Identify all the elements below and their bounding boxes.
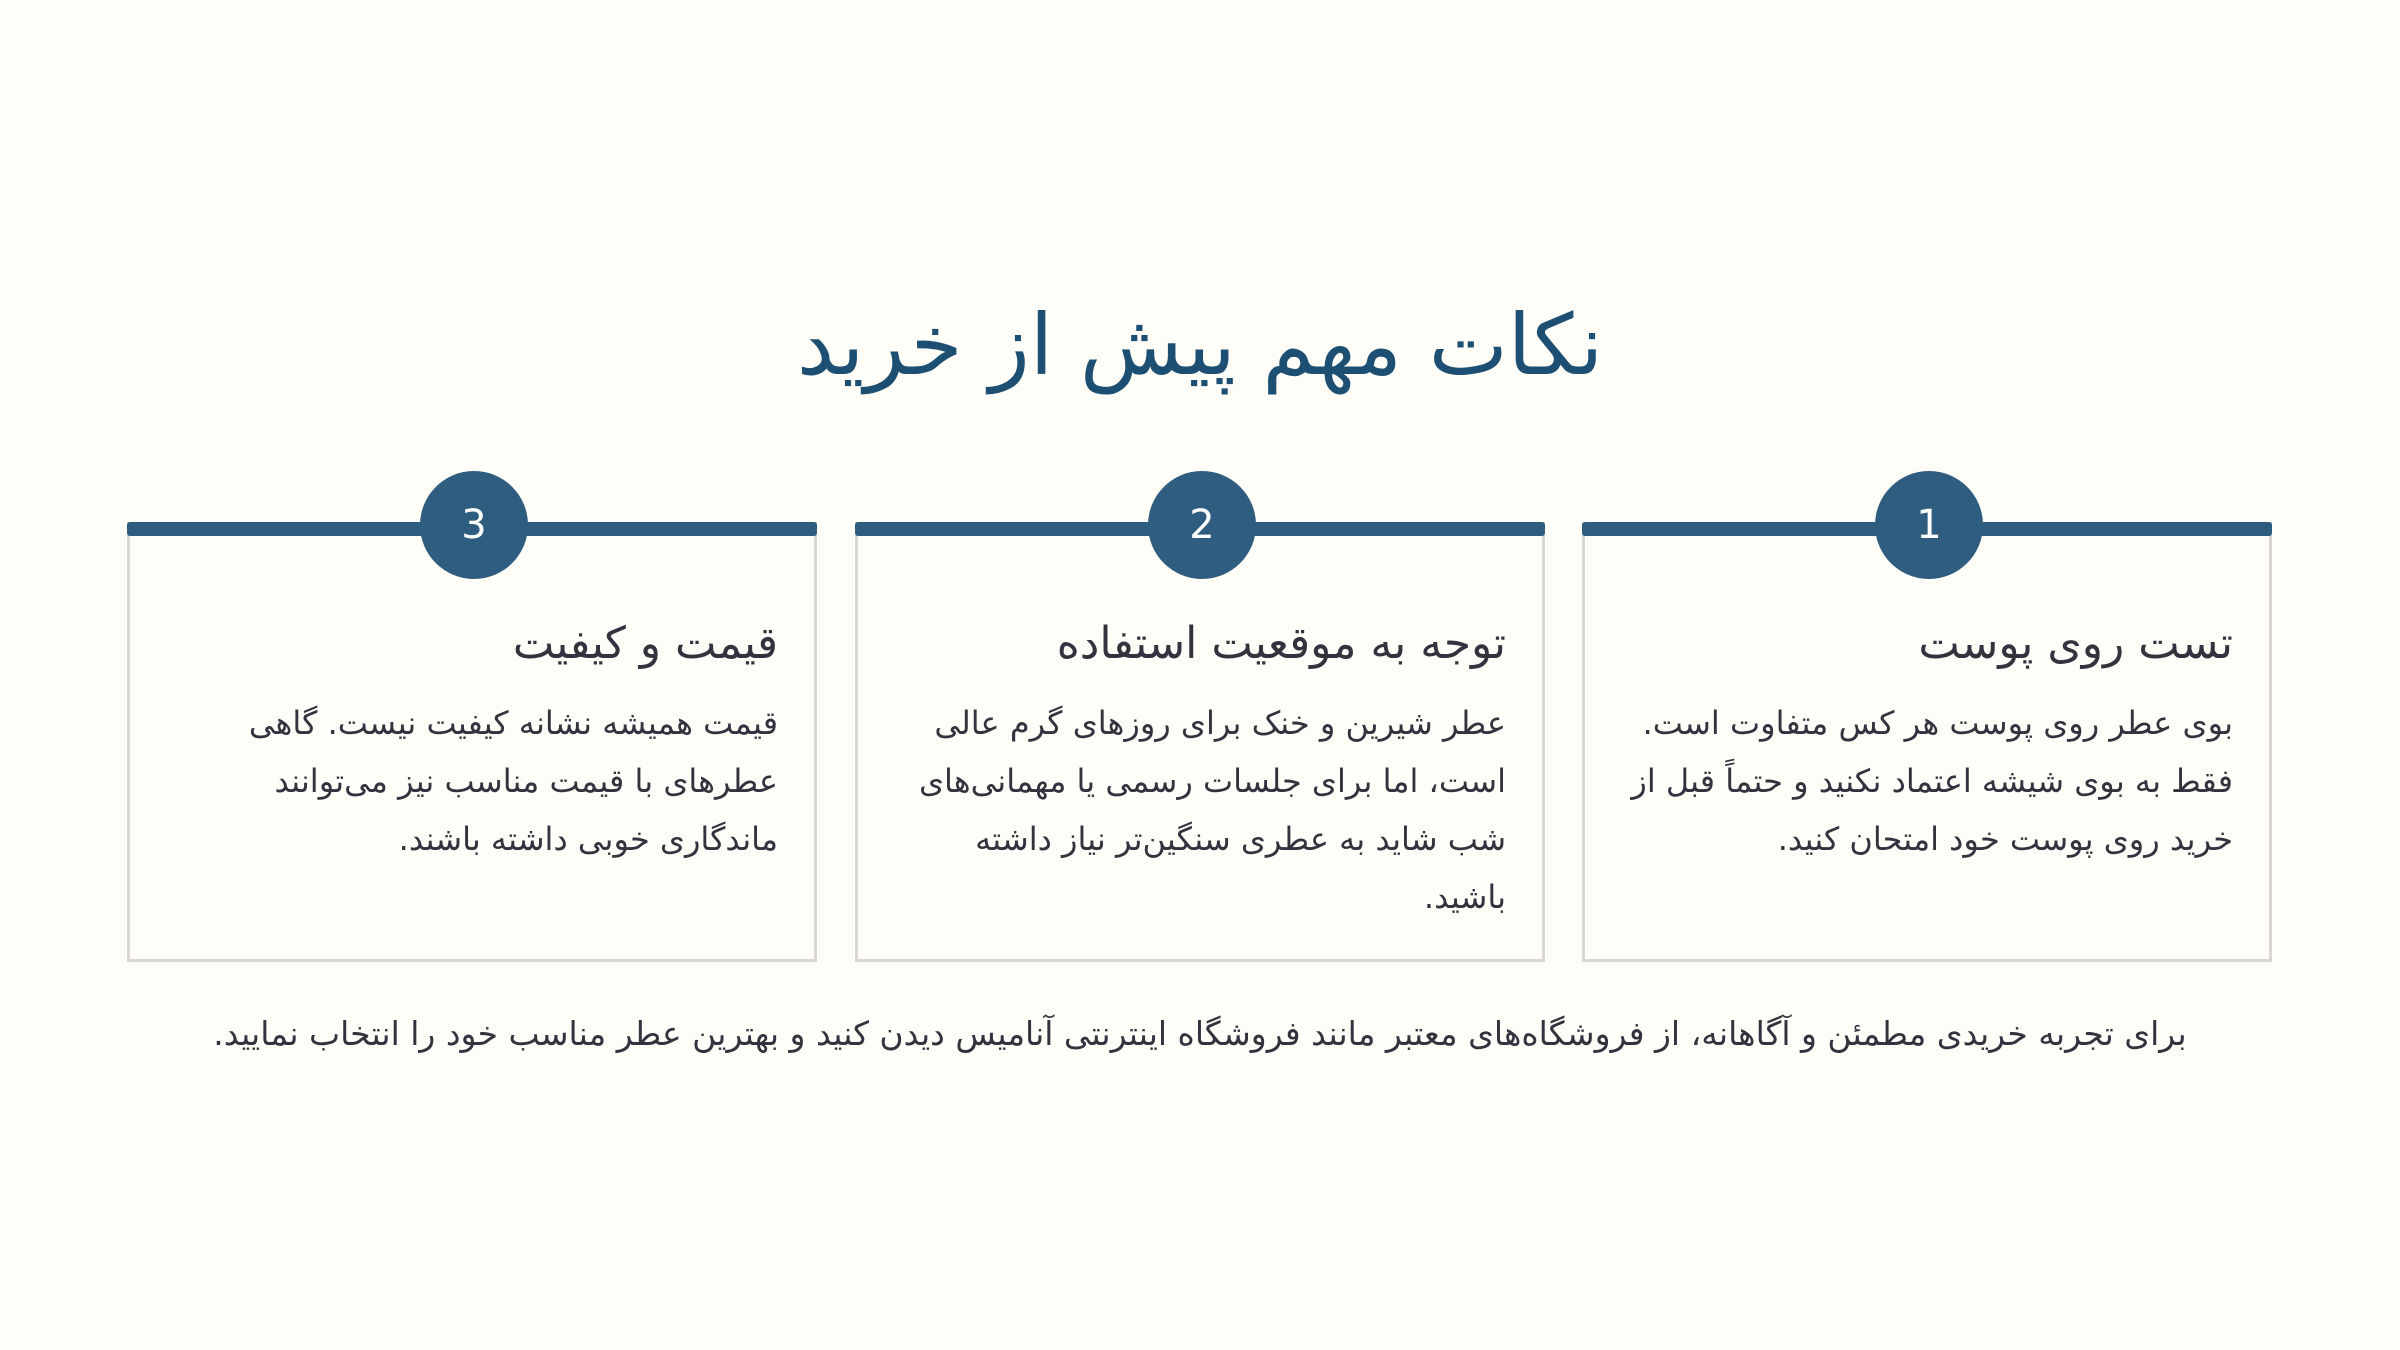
card-title: تست روی پوست: [1918, 618, 2233, 669]
card-body: عطر شیرین و خنک برای روزهای گرم عالی است، اما برای جلسات رسمی یا مهمانی‌های شب شاید به عطری سنگین‌تر نیاز داشته باشید.: [918, 704, 1506, 916]
card-title: قیمت و کیفیت: [512, 618, 778, 669]
card-number-badge: 3: [420, 471, 528, 579]
tip-card-skin-test: [1582, 502, 2272, 962]
card-number-badge: 1: [1875, 471, 1983, 579]
page-title: نکات مهم پیش از خرید: [796, 296, 1604, 394]
card-number-badge: 2: [1148, 471, 1256, 579]
tip-card-price-quality: [127, 502, 817, 962]
footer-note: برای تجربه خریدی مطمئن و آگاهانه، از فروشگاه‌های معتبر مانند فروشگاه اینترنتی آنامیس دیدن کنید و بهترین عطر مناسب خود را انتخاب نمایید.: [213, 1014, 2187, 1053]
tip-card-usage-occasion: [855, 502, 1545, 962]
card-body: قیمت همیشه نشانه کیفیت نیست. گاهی عطرهای با قیمت مناسب نیز می‌توانند ماندگاری خوبی داشته باشند.: [248, 704, 778, 858]
card-title: توجه به موقعیت استفاده: [1056, 618, 1506, 669]
card-body: بوی عطر روی پوست هر کس متفاوت است. فقط به بوی شیشه اعتماد نکنید و حتماً قبل از خرید روی پوست خود امتحان کنید.: [1631, 704, 2233, 858]
